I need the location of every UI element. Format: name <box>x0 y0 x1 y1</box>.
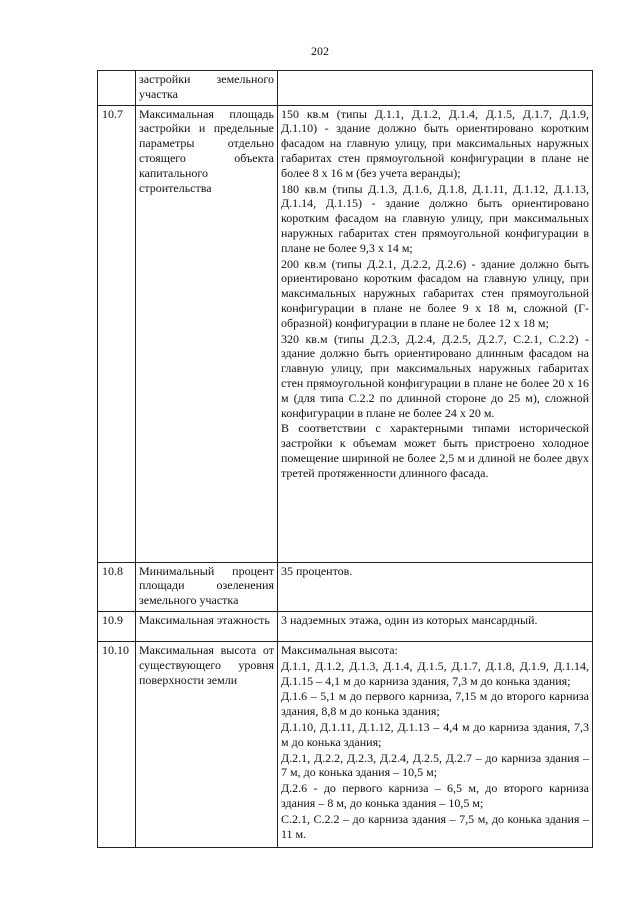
table-row <box>98 562 593 611</box>
parameter-value <box>278 71 593 106</box>
parameter-name: застройки земельного участка <box>136 71 278 106</box>
parameter-name: Максимальная этажность <box>136 611 278 641</box>
row-number: 10.8 <box>98 562 136 611</box>
parameter-name: Минимальный процент площади озеленения земельного участка <box>136 562 278 611</box>
regulations-table <box>97 70 593 848</box>
row-number: 10.10 <box>98 641 136 847</box>
value-paragraph: В соответствии с характерными типами исторической застройки к объемам может быть пристроено холодное помещение шириной не более 2,5 м и длиной не более двух третей протяженности длинного фасада. <box>281 421 589 480</box>
row-number: 10.7 <box>98 105 136 562</box>
table-row <box>98 105 593 562</box>
value-paragraph: Д.1.6 – 5,1 м до первого карниза, 7,15 м до второго карниза здания, 8,8 м до конька здания; <box>281 689 589 719</box>
value-paragraph: С.2.1, С.2.2 – до карниза здания – 7,5 м, до конька здания – 11 м. <box>281 811 589 841</box>
parameter-value <box>278 641 593 847</box>
value-paragraph: Д.2.6 - до первого карниза – 6,5 м, до второго карниза здания – 8 м, до конька здания – 10,5 м; <box>281 781 589 810</box>
table-row <box>98 611 593 641</box>
value-paragraph: 200 кв.м (типы Д.2.1, Д.2.2, Д.2.6) - здание должно быть ориентировано коротким фасадом на главную улицу, при максимальных наружных габаритах стен прямоугольной конфигурации в плане не более 9 х 18 м, сложной (Г-образной) конфигурации в плане не более 12 х 18 м; <box>281 256 589 330</box>
value-paragraph: Максимальная высота: <box>281 642 398 657</box>
parameter-value <box>278 611 593 641</box>
parameter-name: Максимальная площадь застройки и предельные параметры отдельно стоящего объекта капитального строительства <box>136 105 278 562</box>
value-paragraph: 35 процентов. <box>281 563 353 578</box>
value-paragraph: Д.1.1, Д.1.2, Д.1.3, Д.1.4, Д.1.5, Д.1.7, Д.1.8, Д.1.9, Д.1.14, Д.1.15 – 4,1 м до карниза здания, 7,3 м до конька здания; <box>281 658 589 688</box>
value-paragraph: Д.1.10, Д.1.11, Д.1.12, Д.1.13 – 4,4 м до карниза здания, 7,3 м до конька здания; <box>281 719 589 749</box>
value-paragraph: 320 кв.м (типы Д.2.3, Д.2.4, Д.2.5, Д.2.7, С.2.1, С.2.2) - здание должно быть ориентировано длинным фасадом на главную улицу, при максимальных наружных габаритах стен прямоугольной конфигурации в плане не более 20 х 16 м (для типа С.2.2 по длинной стороне до 25 м), сложной конфигурации в плане не более 24 х 20 м. <box>281 331 589 420</box>
parameter-value <box>278 105 593 562</box>
value-paragraph: 180 кв.м (типы Д.1.3, Д.1.6, Д.1.8, Д.1.11, Д.1.12, Д.1.13, Д.1.14, Д.1.15) - здание должно быть ориентировано коротким фасадом на главную улицу, при максимальных наружных габаритах стен прямоугольной конфигурации в плане не более 9,3 х 14 м; <box>281 181 589 255</box>
parameter-value <box>278 562 593 611</box>
page-number: 202 <box>311 44 329 58</box>
table-row <box>98 71 593 106</box>
parameter-name: Максимальная высота от существующего уровня поверхности земли <box>136 641 278 847</box>
value-paragraph: 150 кв.м (типы Д.1.1, Д.1.2, Д.1.4, Д.1.5, Д.1.7, Д.1.9, Д.1.10) - здание должно быть ориентировано коротким фасадом на главную улицу, при максимальных наружных габаритах стен прямоугольной конфигурации в плане не более 8 х 16 м (без учета веранды); <box>281 106 589 180</box>
table-row <box>98 641 593 847</box>
row-number <box>98 71 136 106</box>
row-number: 10.9 <box>98 611 136 641</box>
value-paragraph: Д.2.1, Д.2.2, Д.2.3, Д.2.4, Д.2.5, Д.2.7 – до карниза здания – 7 м, до конька здания – 10,5 м; <box>281 750 589 780</box>
value-paragraph: 3 надземных этажа, один из которых мансардный. <box>281 612 538 627</box>
